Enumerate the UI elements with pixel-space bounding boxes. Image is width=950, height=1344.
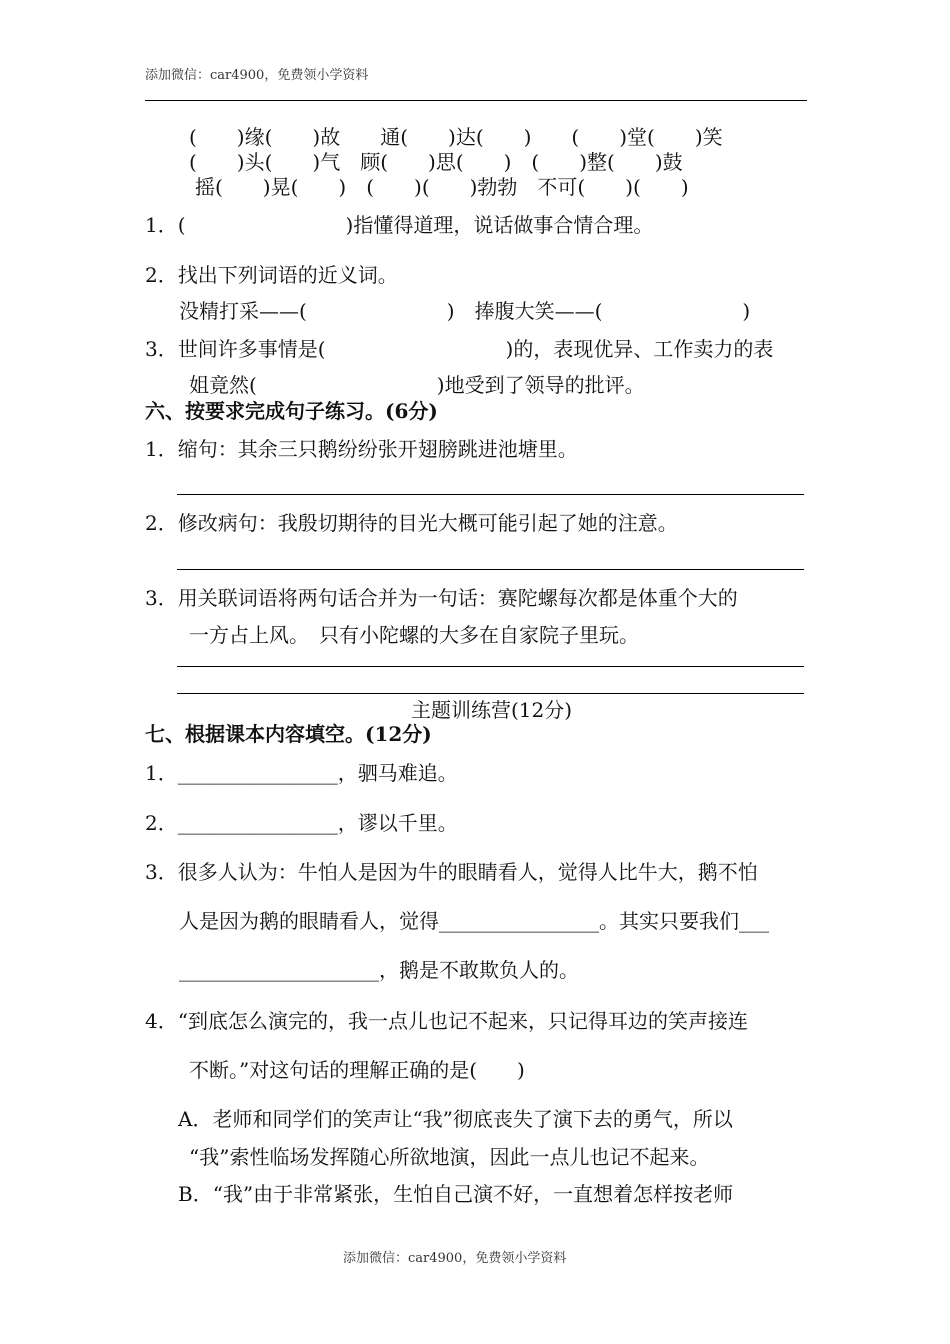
q5-item-1: 1．( )指懂得道理，说话做事合情合理。 [145, 213, 654, 237]
page-footer: 添加微信：car4900，免费领小学资料 [343, 1251, 567, 1266]
answer-line-q6-2[interactable] [177, 569, 804, 570]
section-7-q2: 2．________________，谬以千里。 [145, 811, 458, 835]
answer-line-q6-3b[interactable] [177, 693, 804, 694]
idiom-row-1: ( )缘( )故 通( )达( ) ( )堂( )笑 [189, 125, 723, 149]
page-header: 添加微信：car4900，免费领小学资料 [145, 68, 369, 83]
q5-item-2: 2．找出下列词语的近义词。 [145, 263, 398, 287]
option-a-line-1: A．老师和同学们的笑声让“我”彻底丧失了演下去的勇气，所以 [178, 1107, 733, 1131]
section-7-title: 七、根据课本内容填空。(12分) [145, 722, 432, 746]
section-7-q4-line-1: 4．“到底怎么演完的，我一点儿也记不起来，只记得耳边的笑声接连 [145, 1009, 748, 1033]
option-b-line-1: B．“我”由于非常紧张，生怕自己演不好，一直想着怎样按老师 [178, 1182, 734, 1206]
section-7-q1: 1．________________，驷马难追。 [145, 761, 458, 785]
q5-item-3-line-1: 3．世间许多事情是( )的，表现优异、工作卖力的表 [145, 337, 774, 361]
section-6-q2: 2．修改病句：我殷切期待的目光大概可能引起了她的注意。 [145, 511, 678, 535]
idiom-row-3: 摇( )晃( ) ( )( )勃勃 不可( )( ) [195, 175, 689, 199]
q5-item-3-line-2: 姐竟然( )地受到了领导的批评。 [189, 373, 645, 397]
answer-line-q6-1[interactable] [177, 494, 804, 495]
section-6-title: 六、按要求完成句子练习。(6分) [145, 399, 438, 423]
theme-camp-title: 主题训练营(12分) [411, 698, 573, 722]
q5-item-2-synonyms: 没精打采——( ) 捧腹大笑——( ) [179, 299, 751, 323]
section-7-q3-line-2: 人是因为鹅的眼睛看人，觉得________________。其实只要我们___ [179, 909, 769, 933]
header-rule [145, 100, 807, 101]
option-a-line-2: “我”索性临场发挥随心所欲地演，因此一点儿也记不起来。 [189, 1145, 710, 1169]
section-6-q3-line-1: 3．用关联词语将两句话合并为一句话：赛陀螺每次都是体重个大的 [145, 586, 738, 610]
answer-line-q6-3a[interactable] [177, 666, 804, 667]
section-7-q3-line-1: 3．很多人认为：牛怕人是因为牛的眼睛看人，觉得人比牛大，鹅不怕 [145, 860, 758, 884]
idiom-row-2: ( )头( )气 顾( )思( ) ( )整( )鼓 [189, 150, 683, 174]
section-6-q3-line-2: 一方占上风。 只有小陀螺的大多在自家院子里玩。 [189, 623, 639, 647]
section-6-q1: 1．缩句：其余三只鹅纷纷张开翅膀跳进池塘里。 [145, 437, 578, 461]
section-7-q3-line-3: ____________________，鹅是不敢欺负人的。 [179, 958, 579, 982]
section-7-q4-line-2: 不断。”对这句话的理解正确的是( ) [189, 1058, 525, 1082]
